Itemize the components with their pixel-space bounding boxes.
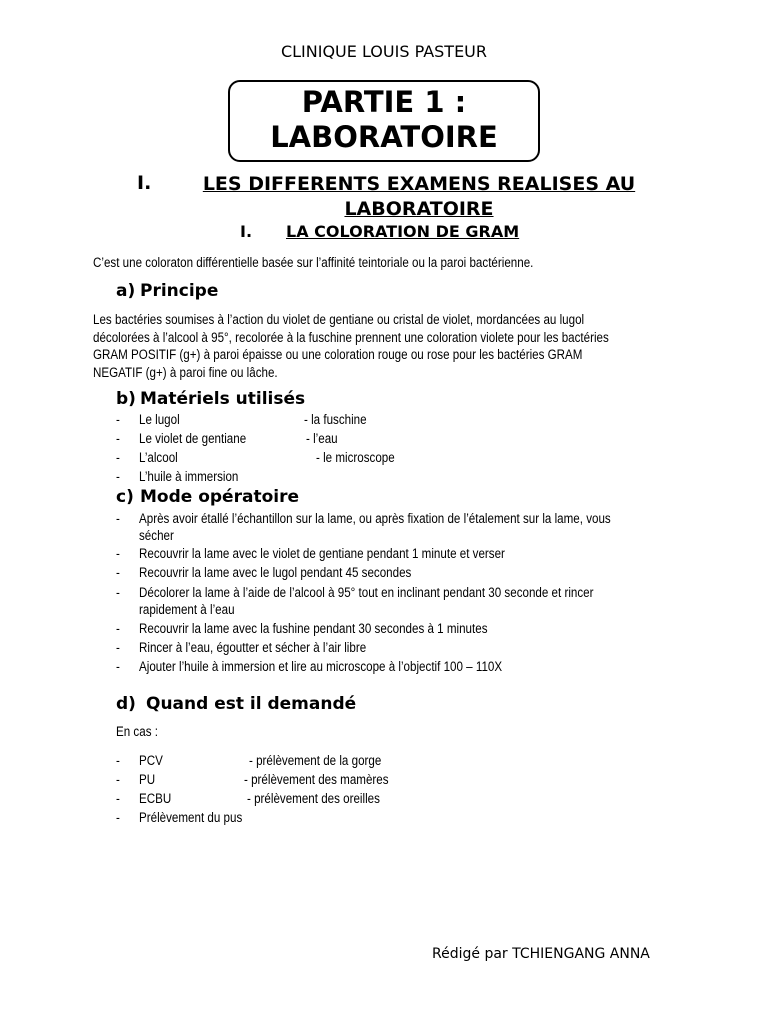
list-dash: -: [116, 450, 120, 465]
subsection-title: LA COLORATION DE GRAM: [286, 222, 520, 241]
principe-line: décolorées à l’alcool à 95°, recolorée à la fuschine prennent une coloration violete pour les bactéries: [93, 329, 609, 345]
list-item: Le violet de gentiane: [139, 431, 247, 446]
title-line-2: LABORATOIRE: [270, 120, 498, 154]
subsection-number: I.: [240, 222, 253, 241]
list-item: Recouvrir la lame avec le lugol pendant 45 secondes: [139, 565, 412, 580]
footer-author: Rédigé par TCHIENGANG ANNA: [432, 946, 650, 962]
list-dash: -: [116, 431, 120, 446]
title-line-1: PARTIE 1 :: [301, 85, 467, 119]
list-dash: -: [116, 511, 120, 526]
list-item-right: - le microscope: [316, 450, 395, 465]
list-dash: -: [116, 565, 120, 580]
list-item: Recouvrir la lame avec le violet de gentiane pendant 1 minute et verser: [139, 546, 505, 561]
list-dash: -: [116, 640, 120, 655]
list-dash: -: [116, 412, 120, 427]
principe-line: Les bactéries soumises à l’action du violet de gentiane ou cristal de violet, mordancées au lugol: [93, 312, 585, 327]
list-item-right: - l’eau: [306, 431, 338, 446]
list-dash: -: [116, 791, 120, 806]
list-dash: -: [116, 585, 120, 600]
list-dash: -: [116, 621, 120, 636]
principe-paragraph: [93, 311, 661, 381]
list-item: ECBU: [139, 791, 172, 806]
list-item: Recouvrir la lame avec la fushine pendant 30 secondes à 1 minutes: [139, 621, 488, 636]
list-item: Prélèvement du pus: [139, 810, 243, 825]
list-dash: -: [116, 753, 120, 768]
materiels-letter: b): [116, 389, 136, 409]
list-dash: -: [116, 772, 120, 787]
principe-line: NEGATIF (g+) à paroi fine ou lâche.: [93, 364, 278, 380]
clinic-name: CLINIQUE LOUIS PASTEUR: [280, 42, 488, 61]
list-item-continued: sécher: [139, 528, 174, 543]
mode-letter: c): [116, 487, 134, 507]
en-cas-label: En cas :: [116, 724, 158, 739]
list-item-right: - prélèvement des oreilles: [247, 791, 380, 806]
intro-paragraph: C’est une coloraton différentielle basée sur l’affinité teintoriale ou la paroi bactérienne.: [93, 255, 534, 270]
section-number: I.: [137, 172, 152, 194]
list-item: Après avoir étallé l’échantillon sur la lame, ou après fixation de l’étalement sur la lame, vous: [139, 511, 611, 526]
list-item: PCV: [139, 753, 163, 768]
mode-heading: Mode opératoire: [140, 487, 299, 507]
materiels-heading: Matériels utilisés: [140, 389, 306, 409]
principe-letter: a): [116, 281, 136, 301]
list-item-continued: rapidement à l’eau: [139, 602, 235, 617]
principe-heading: Principe: [140, 281, 219, 301]
title-box: [228, 80, 540, 162]
list-item: Le lugol: [139, 412, 180, 427]
list-item-right: - prélèvement des mamères: [244, 772, 389, 787]
section-title: LES DIFFERENTS EXAMENS REALISES AU LABORATOIRE: [202, 173, 636, 220]
list-item: Ajouter l’huile à immersion et lire au microscope à l’objectif 100 – 110X: [139, 659, 503, 674]
list-item-right: - prélèvement de la gorge: [249, 753, 382, 768]
list-dash: -: [116, 546, 120, 561]
list-dash: -: [116, 469, 120, 484]
list-item: L’alcool: [139, 450, 178, 465]
list-dash: -: [116, 659, 120, 674]
principe-line: GRAM POSITIF (g+) à paroi épaisse ou une coloration rouge ou rose pour les bactéries GRAM: [93, 347, 583, 362]
list-item: Rincer à l’eau, égoutter et sécher à l’air libre: [139, 640, 367, 655]
list-item: PU: [139, 772, 156, 787]
list-item: Décolorer la lame à l’aide de l’alcool à 95° tout en inclinant pendant 30 seconde et rincer: [139, 585, 594, 600]
list-item-right: - la fuschine: [304, 412, 367, 427]
quand-letter: d): [116, 694, 136, 714]
list-dash: -: [116, 810, 120, 825]
quand-heading: Quand est il demandé: [146, 694, 357, 714]
list-item: L’huile à immersion: [139, 469, 239, 484]
